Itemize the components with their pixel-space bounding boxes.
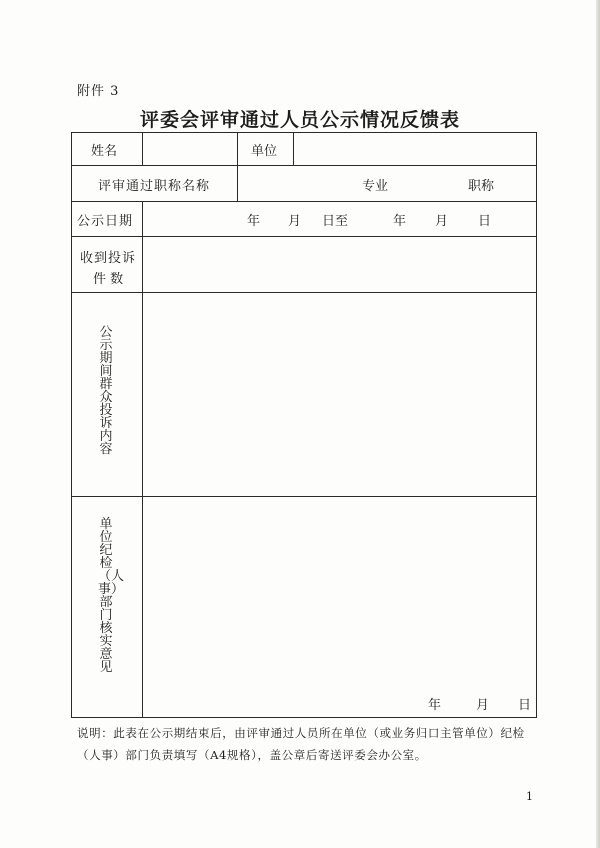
- date-year-2: 年: [393, 214, 407, 229]
- specialty-label: 专业: [362, 179, 389, 194]
- date-month-1: 月: [288, 214, 302, 229]
- unit-field[interactable]: [294, 133, 535, 164]
- date-label: 公示日期: [77, 214, 134, 229]
- complaints-count-label-2: 件 数: [93, 272, 124, 287]
- attachment-label: 附件 3: [77, 84, 120, 99]
- date-day-to: 日至: [322, 214, 349, 229]
- date-day-2: 日: [478, 214, 492, 229]
- sign-month: 月: [476, 698, 490, 713]
- date-month-2: 月: [435, 214, 449, 229]
- complaints-content-label: 公示期间群众投诉内容: [99, 325, 113, 457]
- name-field[interactable]: [143, 133, 236, 164]
- verification-field[interactable]: [143, 497, 535, 716]
- unit-label: 单位: [251, 144, 278, 159]
- complaints-content-field[interactable]: [143, 293, 535, 495]
- rank-label: 职称: [468, 179, 495, 194]
- form-note: 说明：此表在公示期结束后，由评审通过人员所在单位（或业务归口主管单位）纪检（人事）部门负责填写（A4规格），盖公章后寄送评委会办公室。: [77, 726, 525, 762]
- date-year-1: 年: [247, 214, 261, 229]
- verification-label: 单位纪检（人事）部门核实意见: [98, 517, 125, 675]
- name-label: 姓名: [91, 144, 118, 159]
- complaints-count-field[interactable]: [143, 237, 535, 291]
- page-number: 1: [526, 790, 533, 803]
- sign-year: 年: [428, 698, 442, 713]
- sign-day: 日: [518, 698, 532, 713]
- feedback-form-table: [71, 132, 537, 718]
- form-title: 评委会评审通过人员公示情况反馈表: [139, 109, 460, 131]
- col-divider: [237, 132, 238, 165]
- title-name-label: 评审通过职称名称: [98, 179, 211, 194]
- complaints-count-label-1: 收到投诉: [80, 251, 137, 266]
